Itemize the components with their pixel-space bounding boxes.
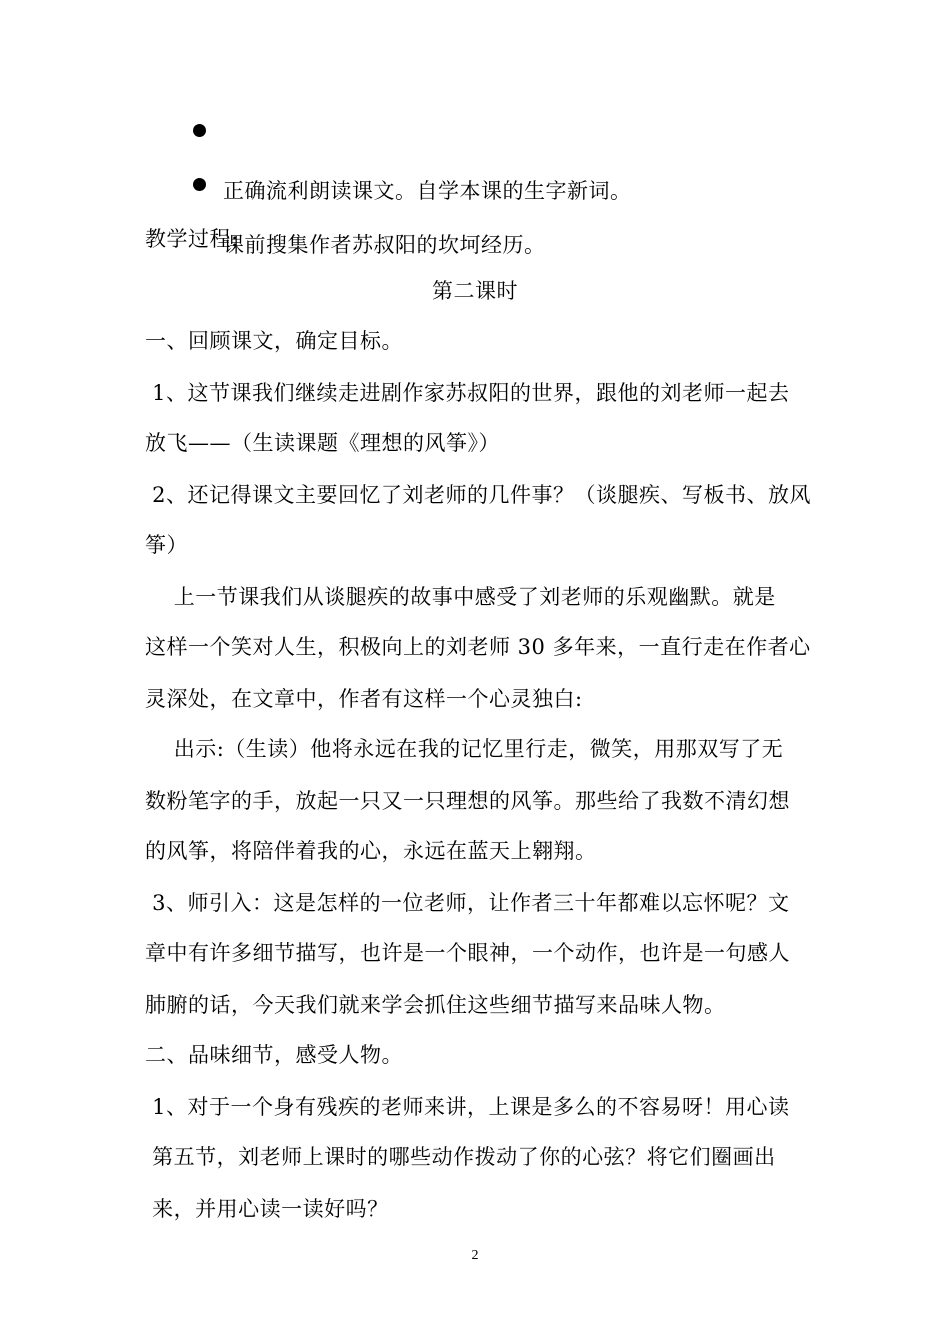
bullet-text: 课前搜集作者苏叔阳的坎坷经历。 <box>223 233 546 257</box>
lesson-heading: 第二课时 <box>432 279 518 303</box>
paragraph-line: 的风筝，将陪伴着我的心，永远在蓝天上翱翔。 <box>145 839 597 863</box>
bullet-dot-icon <box>193 178 206 191</box>
paragraph-line: 上一节课我们从谈腿疾的故事中感受了刘老师的乐观幽默。就是 <box>145 585 776 609</box>
paragraph-line: 2、还记得课文主要回忆了刘老师的几件事？（谈腿疾、写板书、放风 <box>145 483 812 507</box>
paragraph-line: 肺腑的话，今天我们就来学会抓住这些细节描写来品味人物。 <box>145 993 726 1017</box>
paragraph-line: 放飞——（生读课题《理想的风筝》） <box>145 431 500 455</box>
paragraph-line: 3、师引入：这是怎样的一位老师，让作者三十年都难以忘怀呢？文 <box>145 891 790 915</box>
paragraph-line: 这样一个笑对人生，积极向上的刘老师 30 多年来，一直行走在作者心 <box>145 635 811 659</box>
page-number: 2 <box>471 1248 479 1263</box>
section-heading: 二、品味细节，感受人物。 <box>145 1043 403 1067</box>
paragraph-line: 筝） <box>145 533 188 557</box>
section-heading: 一、回顾课文，确定目标。 <box>145 329 403 353</box>
bullet-text: 正确流利朗读课文。自学本课的生字新词。 <box>223 179 632 203</box>
paragraph-line: 数粉笔字的手，放起一只又一只理想的风筝。那些给了我数不清幻想 <box>145 789 790 813</box>
paragraph-line: 灵深处，在文章中，作者有这样一个心灵独白: <box>145 687 583 711</box>
paragraph-line: 章中有许多细节描写，也许是一个眼神，一个动作，也许是一句感人 <box>145 941 790 965</box>
section-label: 教学过程: <box>145 227 239 251</box>
bullet-dot-icon <box>193 124 206 137</box>
paragraph-line: 来，并用心读一读好吗？ <box>145 1197 389 1221</box>
paragraph-line: 出示:（生读）他将永远在我的记忆里行走，微笑，用那双写了无 <box>145 737 784 761</box>
paragraph-line: 第五节，刘老师上课时的哪些动作拨动了你的心弦？将它们圈画出 <box>145 1145 776 1169</box>
paragraph-line: 1、这节课我们继续走进剧作家苏叔阳的世界，跟他的刘老师一起去 <box>145 381 790 405</box>
paragraph-line: 1、对于一个身有残疾的老师来讲，上课是多么的不容易呀！用心读 <box>145 1095 790 1119</box>
